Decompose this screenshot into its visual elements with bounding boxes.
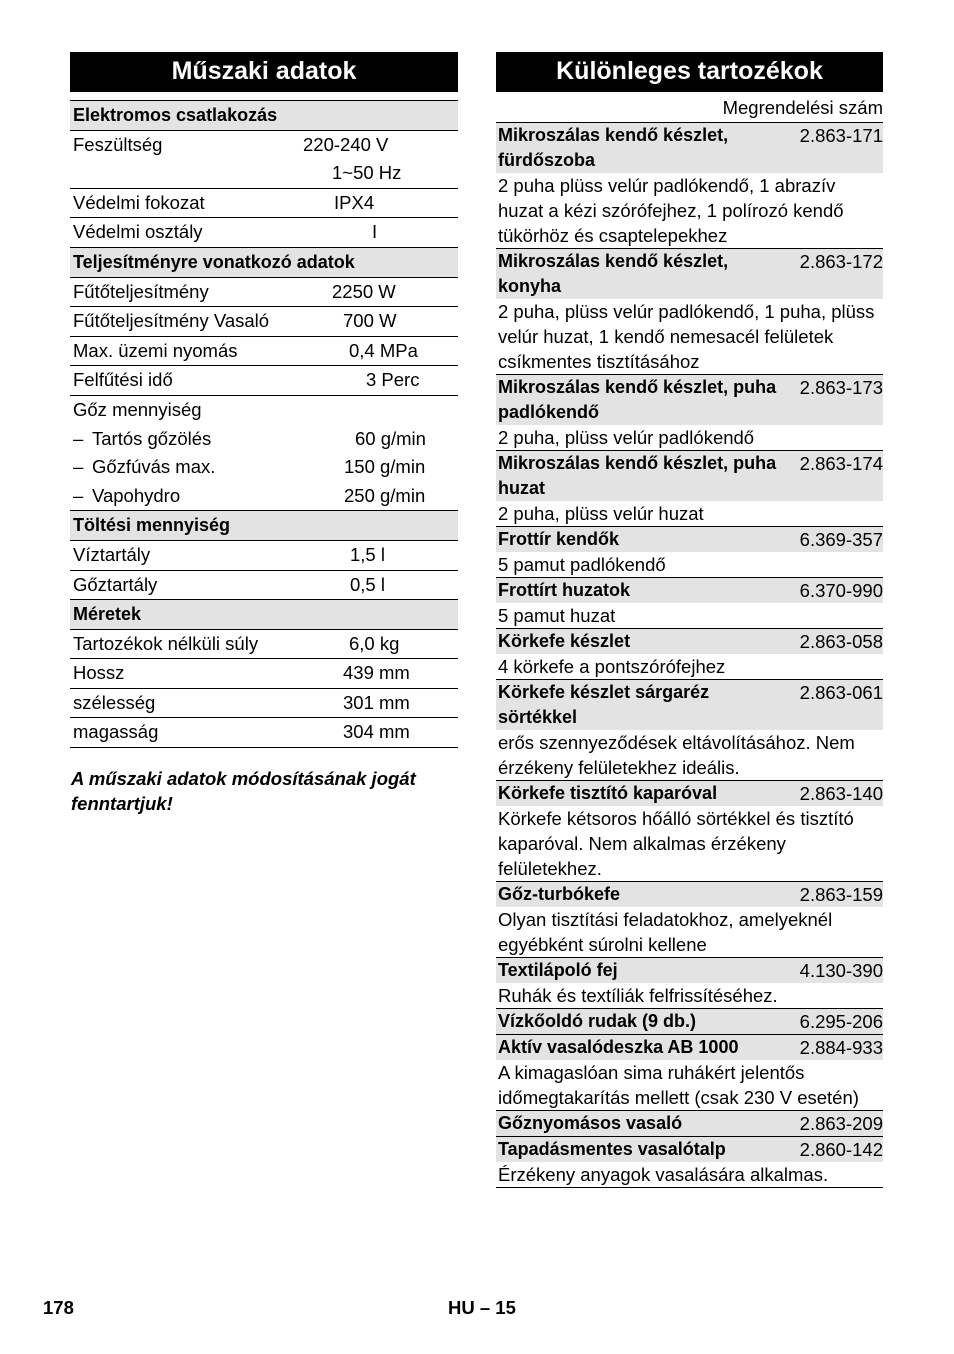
technical-data-title: Műszaki adatok: [70, 52, 458, 92]
accessory-name: Mikroszálas kendő készlet, puha padlókendő: [498, 377, 777, 422]
accessory-order-number: 2.884-933: [799, 1037, 883, 1058]
spec-section-header: [70, 599, 458, 629]
spec-row: [70, 130, 458, 160]
spec-row: [70, 540, 458, 570]
spec-row: [70, 188, 458, 218]
spec-row: [70, 336, 458, 366]
spec-row: [70, 277, 458, 307]
spec-label: Teljesítményre vonatkozó adatok: [73, 251, 355, 272]
accessory-name: Frottírt huzatok: [498, 580, 630, 600]
spec-row: [70, 425, 458, 454]
dash-bullet: –: [73, 456, 84, 478]
accessory-name: Mikroszálas kendő készlet, konyha: [498, 251, 729, 296]
spec-label: Hossz: [73, 662, 125, 684]
accessory-description: Érzékeny anyagok vasalására alkalmas.: [498, 1164, 829, 1185]
page-number: 178: [43, 1297, 74, 1318]
accessory-name: Textilápoló fej: [498, 960, 618, 980]
spec-row: [70, 217, 458, 247]
accessory-name: Tapadásmentes vasalótalp: [498, 1139, 726, 1159]
accessory-description: 5 pamut padlókendő: [498, 554, 666, 575]
accessory-order-number: 2.860-142: [799, 1139, 883, 1160]
spec-label: Fűtőteljesítmény: [73, 280, 209, 302]
spec-value: I: [372, 221, 378, 243]
spec-label: szélesség: [73, 691, 156, 713]
spec-row: [70, 658, 458, 688]
accessory-name: Frottír kendők: [498, 529, 620, 549]
spec-row: [70, 453, 458, 482]
accessory-order-number: 2.863-159: [799, 884, 883, 905]
spec-label: Feszültség: [73, 133, 163, 155]
spec-row: [70, 717, 458, 747]
spec-row: [70, 688, 458, 718]
spec-value: 220-240 V: [303, 133, 389, 155]
spec-row: [70, 570, 458, 600]
spec-value: 700 W: [343, 310, 397, 332]
spec-label: Tartozékok nélküli súly: [73, 632, 259, 654]
accessory-header: [496, 1136, 883, 1162]
spec-value: 1~50 Hz: [332, 162, 402, 184]
order-number-header: Megrendelési szám: [722, 97, 883, 118]
spec-label: Gőzfúvás max.: [92, 456, 216, 478]
accessory-order-number: 2.863-173: [799, 377, 883, 398]
accessory-header: [496, 1008, 883, 1034]
technical-data-note: A műszaki adatok módosításának jogát fenntartjuk!: [71, 768, 416, 815]
accessory-header: [496, 577, 883, 603]
spec-row: [70, 159, 458, 188]
spec-value: 0,5 l: [350, 573, 385, 595]
spec-value: 304 mm: [343, 721, 410, 743]
accessory-name: Mikroszálas kendő készlet, puha huzat: [498, 453, 777, 498]
spec-label: Gőztartály: [73, 573, 158, 595]
accessory-name: Körkefe készlet: [498, 631, 631, 651]
accessory-name: Körkefe készlet sárgaréz sörtékkel: [498, 682, 710, 727]
spec-value: IPX4: [334, 191, 375, 213]
accessory-order-number: 2.863-061: [799, 682, 883, 703]
accessory-header: [496, 526, 883, 552]
accessory-header: [496, 957, 883, 983]
spec-value: 6,0 kg: [349, 632, 400, 654]
accessory-description: Ruhák és textíliák felfrissítéséhez.: [498, 985, 778, 1006]
accessory-header: [496, 248, 883, 299]
spec-label: Felfűtési idő: [73, 369, 173, 391]
spec-section-header: [70, 247, 458, 277]
spec-section-header: [70, 510, 458, 540]
accessory-header: [496, 122, 883, 173]
spec-label: magasság: [73, 721, 159, 743]
spec-section-header: [70, 101, 458, 130]
spec-label: Víztartály: [73, 543, 151, 565]
spec-row: [70, 365, 458, 395]
technical-data-table: [70, 100, 458, 748]
accessory-description: Körkefe kétsoros hőálló sörtékkel és tisztító kaparóval. Nem alkalmas érzékeny felületekhez.: [498, 808, 854, 879]
accessory-header: [496, 679, 883, 730]
spec-label: Vapohydro: [92, 484, 181, 506]
accessory-description: erős szennyeződések eltávolításához. Nem érzékeny felületekhez ideális.: [498, 732, 855, 778]
dash-bullet: –: [73, 484, 84, 506]
technical-data-column: [70, 52, 458, 816]
accessory-description: 2 puha, plüss velúr padlókendő, 1 puha, plüss velúr huzat, 1 kendő nemesacél felületek csíkmentes tisztításához: [498, 301, 875, 372]
accessory-name: Gőz-turbókefe: [498, 884, 621, 904]
spec-value: 0,4 MPa: [349, 339, 418, 361]
accessory-order-number: 4.130-390: [799, 960, 883, 981]
accessory-header: [496, 1110, 883, 1136]
accessory-order-number: 2.863-058: [799, 631, 883, 652]
spec-label: Védelmi fokozat: [73, 191, 205, 213]
accessory-name: Aktív vasalódeszka AB 1000: [498, 1037, 739, 1057]
spec-label: Védelmi osztály: [73, 221, 203, 243]
accessory-order-number: 6.370-990: [799, 580, 883, 601]
accessory-description: 2 puha, plüss velúr huzat: [498, 503, 704, 524]
accessory-order-number: 6.369-357: [799, 529, 883, 550]
spec-row: [70, 395, 458, 425]
accessories-list: [496, 122, 883, 1188]
spec-value: 60 g/min: [355, 427, 426, 449]
accessory-header: [496, 780, 883, 806]
spec-label: Max. üzemi nyomás: [73, 339, 238, 361]
accessory-order-number: 6.295-206: [799, 1011, 883, 1032]
accessory-header: [496, 881, 883, 907]
spec-row: [70, 482, 458, 511]
accessory-order-number: 2.863-172: [799, 251, 883, 272]
spec-label: Fűtőteljesítmény Vasaló: [73, 310, 270, 332]
accessory-name: Mikroszálas kendő készlet, fürdőszoba: [498, 125, 729, 170]
accessory-order-number: 2.863-140: [799, 783, 883, 804]
spec-label: Elektromos csatlakozás: [73, 105, 278, 125]
accessory-name: Vízkőoldó rudak (9 db.): [498, 1011, 697, 1031]
accessory-header: [496, 1034, 883, 1060]
spec-value: 250 g/min: [344, 484, 426, 506]
spec-row: [70, 629, 458, 659]
accessory-order-number: 2.863-174: [799, 453, 883, 474]
spec-value: 150 g/min: [344, 456, 426, 478]
accessory-header: [496, 450, 883, 501]
spec-row: [70, 306, 458, 336]
spec-value: 2250 W: [332, 280, 396, 302]
accessory-description: A kimagaslóan sima ruhákért jelentős időmegtakarítás mellett (csak 230 V esetén): [498, 1062, 859, 1108]
spec-value: 301 mm: [343, 691, 410, 713]
accessory-name: Gőznyomásos vasaló: [498, 1113, 683, 1133]
accessory-description: Olyan tisztítási feladatokhoz, amelyeknél egyébként súrolni kellene: [498, 909, 833, 955]
spec-value: 439 mm: [343, 662, 410, 684]
section-page-label: HU – 15: [448, 1297, 516, 1318]
spec-value: 1,5 l: [350, 543, 385, 565]
accessory-description: 2 puha plüss velúr padlókendő, 1 abrazív huzat a kézi szórófejhez, 1 polírozó kendő tükörhöz és csaptelepekhez: [498, 175, 844, 246]
accessory-order-number: 2.863-171: [799, 125, 883, 146]
spec-value: 3 Perc: [366, 369, 420, 391]
accessory-description: 4 körkefe a pontszórófejhez: [498, 656, 726, 677]
spec-label: Töltési mennyiség: [73, 515, 231, 536]
accessory-description: 2 puha, plüss velúr padlókendő: [498, 427, 755, 448]
accessory-header: [496, 628, 883, 654]
accessories-title: Különleges tartozékok: [496, 52, 883, 92]
spec-label: Tartós gőzölés: [92, 427, 212, 449]
accessory-header: [496, 374, 883, 425]
spec-label: Méretek: [73, 604, 142, 625]
accessory-order-number: 2.863-209: [799, 1113, 883, 1134]
spec-label: Gőz mennyiség: [73, 398, 202, 420]
accessory-name: Körkefe tisztító kaparóval: [498, 783, 718, 803]
dash-bullet: –: [73, 427, 84, 449]
accessory-description: 5 pamut huzat: [498, 605, 616, 626]
accessories-column: [496, 52, 883, 1188]
